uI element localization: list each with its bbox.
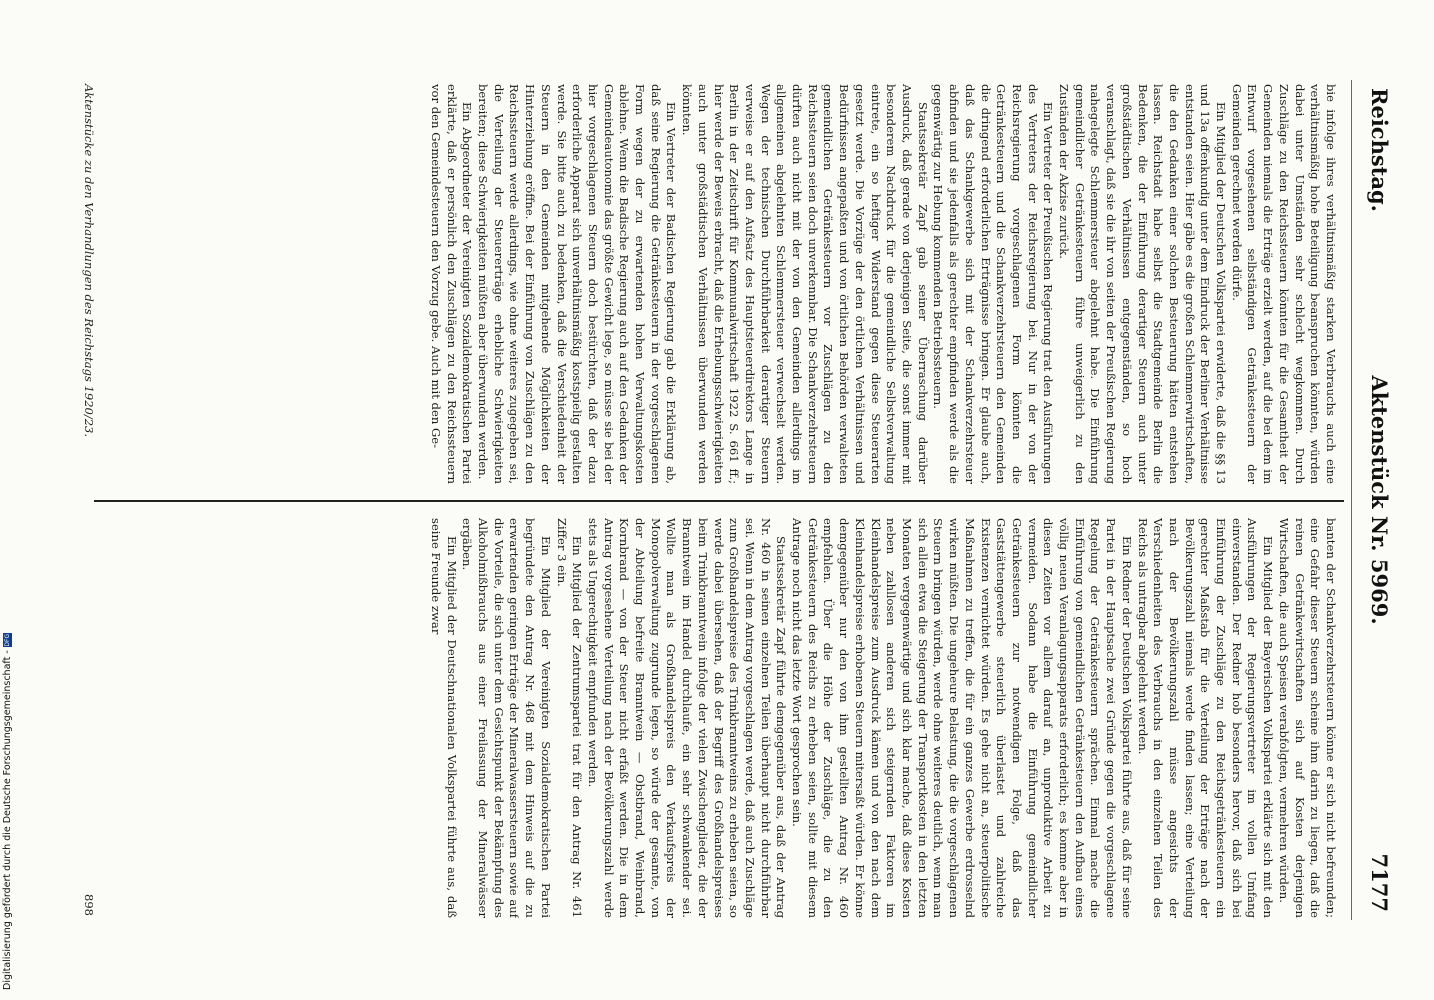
left-column (108, 84, 1338, 484)
paragraph: Ein Vertreter der Badischen Regierung gab die Erklärung ab, daß seine Regierung die Getränkesteuern in der vorgeschlagenen Form wegen der zu erwartenden hohen Verwaltungskosten ablehne. Wenn die Badische Regierung auch auf den Gedanken der Gemeindeautonomie das größte Gewicht lege, so müsse sie bei der hier vorgeschlagenen Steuern doch bestürchten, daß der dazu erforderliche Apparat sich unverhältnismäßig kostspielig gestalten werde. Sie bitte auch zu bedenken, daß die Verschiedenheit der Steuern in den Gemeinden mitgehende Möglichkeiten der Hinterziehung eröffne. Bei der Einführung von Zuschlägen zu den Reichssteuern werde allerdings, wie ohne weiteres zugegeben sei, die Verteilung der Steuererträge erhebliche Schwierigkeiten bereiten; diese Schwierigkeiten müßten aber überwunden werden. (476, 84, 679, 484)
digitization-credit (2, 550, 14, 990)
paragraph: Staatssekretär Zapf führte demgegenüber aus, daß der Antrag Nr. 460 in seinen einzelnen Teilen überhaupt nicht durchführbar sei. Wenn in dem Antrag vorgeschlagen werde, daß auch Zuschläge zum Großhandelspreise des Trinkbranntweins zu erheben seien, so werde dabei übersehen, daß der Begriff des Großhandelspreises beim Trinkbranntwein infolge der vielen Zwischenglieder, die der Branntwein im Handel durchlaufe, ein sehr schwankender sei. Wollte man als Großhandelspreis den Verkaufspreis der Monopolverwaltung zugrunde legen, so würde der gesamte, von der Abteilung befreite Branntwein — Obstbrand, Weinbrand, Kornbrand — von der Steuer nicht erfaßt werden. Die in dem Antrag vorgesehene Verteilung nach der Bevölkerungszahl werde stets als Ungerechtigkeit empfunden werden. (585, 518, 789, 918)
header-left: Reichstag. (1367, 88, 1392, 212)
paragraph: Ein Mitglied der Deutschnationalen Volkspartei führte aus, daß seine Freunde zwar (428, 518, 459, 918)
paragraph: Ein Vertreter der Preußischen Regierung trat den Ausführungen des Vertreters der Reichsregierung bei. Nur in der von der Reichsregierung vorgeschlagenen Form könnten die Getränkesteuern und die Schankverzehrsteuern den Gemeinden die dringend erforderlichen Erträgnisse bringen. Er glaube auch, daß das Schankgewerbe sich mit der Schankverzehrsteuer abfinden und sie jedenfalls als gerechter empfinden werde als die gegenwärtig zur Hebung kommenden Betriebssteuern. (931, 84, 1056, 484)
paragraph: Ein Mitglied der Deutschen Volkspartei erwiderte, daß die §§ 13 und 13a offenkundig unter dem Eindruck der Berliner Verhältnisse entstanden seien. Hier gäbe es die großen Schlemmerwirtschaften, die den Gedanken einer solchen Besteuerung hätten entstehen lassen. Reichstadt habe selbst die Stadtgemeinde Berlin die Bedenken, die der Einführung derartiger Steuern auch unter großstädtischen Verhältnissen entgegenständen, so hoch veranschlagt, daß sie die ihr von seiten der Preußischen Regierung nahegelegte Schlemmersteuer abgelehnt habe. Die Einführung gemeindlicher Getränkesteuern führe unweigerlich zu den Zuständen der Akzise zurück. (1057, 84, 1229, 484)
paragraph: Staatssekretär Zapf gab seiner Überraschung darüber Ausdruck, daß gerade von derjenigen Seite, die sonst immer mit besonderem Nachdruck für die gemeindliche Selbstverwaltung eintrete, ein so heftiger Widerstand gegen diese Steuerarten gesetzt werde. Die Vorzüge der den örtlichen Verhältnissen und Bedürfnissen angepaßten und von örtlichen Behörden verwalteten gemeindlichen Getränkesteuern vor Zuschlägen zu den Reichssteuern seien doch unverkennbar. Die Schankverzehrsteuern dürften auch nicht mit der von den Gemeinden allerdings im allgemeinen abgelehnten Schlemmersteuer verwechselt werden. Wegen der technischen Durchführbarkeit derartiger Steuern verweise er auf den Aufsatz des Hauptsteuerdirektors Lange in Berlin in der Zeitschrift für Kommunalwirtschaft 1922 S. 661 ff.; hier werde der Beweis erbracht, daß die Erhebungsschwierigkeiten auch unter großstädtischen Verhältnissen überwunden werden könnten. (680, 84, 930, 484)
paragraph: Ein Mitglied der Vereinigten Sozialdemokratischen Partei begründete den Antrag Nr. 468 mit dem Hinweis auf die zu erwartenden geringen Erträge der Mineralwassersteuern sowie auf die Vorteile, die sich unter dem Gesichtspunkt der Bekämpfung des Alkoholmißbrauchs aus einer Freilassung der Mineralwässer ergäben. (460, 518, 553, 918)
footer-source: Aktenstücke zu den Verhandlungen des Reichstags 1920/23. (82, 84, 96, 438)
paragraph: bie infolge ihres verhältnismäßig starken Verbrauchs auch eine verhältnismäßig hohe Beteiligung beanspruchen könnten, würden dabei unter Umständen sehr schlecht wegkommen. Durch Zuschläge zu den Reichssteuern könnten für die Gesamtheit der Gemeinden niemals die Erträge erzielt werden, auf die bei dem im Entwurf vorgesehenen selbständigen Getränkesteuern der Gemeinden gerechnet werden dürfe. (1229, 84, 1338, 484)
column-divider (94, 500, 1344, 502)
paragraph: Ein Abgeordneter der Vereinigten Sozialdemokratischen Partei erklärte, daß er persönlich den Zuschlägen zu den Reichssteuern vor den Gemeindesteuern den Vorzug gebe. Auch mit den Ge- (428, 84, 475, 484)
right-column (108, 518, 1338, 918)
footer-page-number: 898 (82, 894, 96, 916)
header-page-number: 7177 (1367, 853, 1392, 912)
paragraph: Ein Mitglied der Bayerischen Volkspartei erklärte sich mit den Ausführungen der Regierungsvertreter im vollen Umfang einverstanden. Der Redner hob besonders hervor, daß sich bei Einführung der Zuschläge zu den Reichsgetränkesteuern ein gerechter Maßstab für die Verteilung der Erträge nach der Bevölkerungszahl niemals werde finden lassen; eine Verteilung nach der Bevölkerungszahl müsse angesichts der Verschiedenheiten des Verbrauchs in den einzelnen Teilen des Reichs als untragbar abgelehnt werden. (1135, 518, 1276, 918)
page-header (1362, 70, 1392, 930)
credit-text: Digitalisierung gefördert durch die Deutsche Forschungsgemeinschaft - (2, 650, 13, 990)
header-title: Aktenstück Nr. 5969. (1367, 375, 1392, 625)
header-rule (1351, 80, 1352, 920)
paragraph: Ein Mitglied der Zentrumspartei trat für den Antrag Nr. 461 Ziffer 3 ein. (554, 518, 585, 918)
dfg-logo-icon: DFG (4, 633, 11, 647)
paragraph: banten der Schankverzehrsteuern könne er sich nicht befreunden; eine Gefahr dieser Steuern scheine ihm darin zu liegen, daß die reinen Getränkewirtschaften sich auf Kosten derjenigen Wirtschaften, die auch Speisen verabfolgten, vermehren würden. (1276, 518, 1338, 918)
paragraph: Ein Redner der Deutschen Volkspartei führte aus, daß für seine Partei in der Hauptsache zwei Gründe gegen die vorgeschlagene Regelung der Getränkesteuern sprächen. Einmal mache die Einführung von gemeindlichen Getränkesteuern den Aufbau eines völlig neuen Veranlagungsapparats erforderlich; es komme aber in diesen Zeiten vor allem darauf an, unproduktive Arbeit zu vermeiden. Sodann habe die Einführung gemeindlicher Getränkesteuern zur notwendigen Folge, daß das Gaststättengewerbe steuerlich überlastet und zahlreiche Existenzen vernichtet würden. Es gehe nicht an, steuerpolitische Maßnahmen zu treffen, die für ein ganzes Gewerbe erdrosselnd wirken müßten. Die ungeheure Belastung, die die vorgeschlagenen Steuern bringen würden, werde ohne weiteres deutlich, wenn man sich allein etwa die Steigerung der Transportkosten in den letzten Monaten vergegenwärtige und sich klar mache, daß diese Kosten neben zahllosen anderen sich steigernden Faktoren im Kleinhandelspreise zum Ausdruck kämen und von den nach dem Kleinhandelspreise erhobenen Steuern mitersaßt würden. Er könne demgegenüber nur den von ihm gestellten Antrag Nr. 460 empfehlen. Über die Höhe der Zuschläge, die zu den Getränkesteuern des Reichs zu erheben seien, sollte mit diesem Antrage noch nicht das letzte Wort gesprochen sein. (790, 518, 1134, 918)
